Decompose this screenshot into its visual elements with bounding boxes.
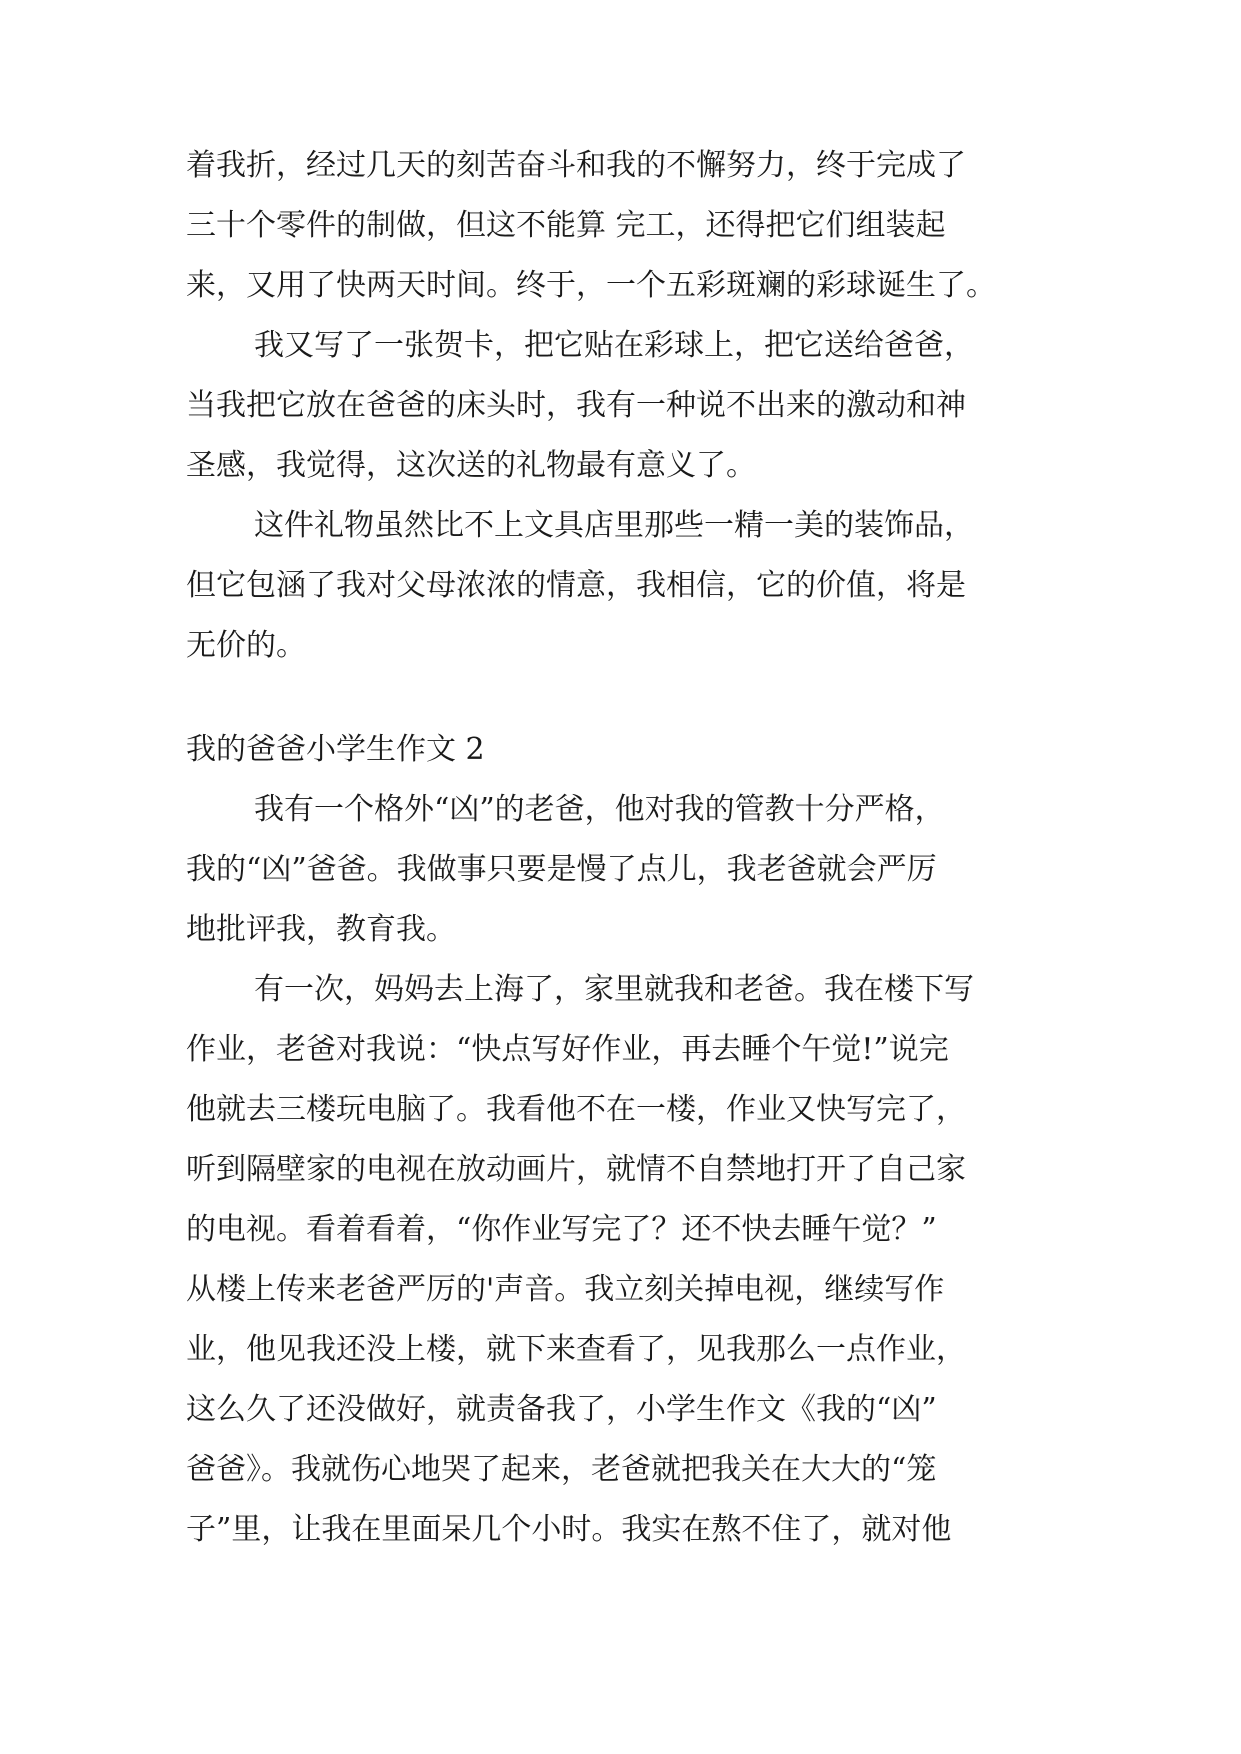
text-line (0, 1028, 1241, 1072)
text-line (0, 1148, 1241, 1192)
text-line-content: 我有一个格外“凶”的老爸，他对我的管教十分严格， (254, 792, 945, 827)
text-line (0, 1328, 1241, 1372)
text-line (0, 564, 1241, 608)
text-line-content: 的电视。看着看着，“你作业写完了？还不快去睡午觉？” (186, 1212, 937, 1247)
text-line (0, 144, 1241, 188)
text-line (0, 624, 1241, 668)
text-line (0, 968, 1241, 1012)
text-line (0, 204, 1241, 248)
section-title-line (0, 728, 1241, 772)
text-line (0, 1268, 1241, 1312)
text-line-content: 这么久了还没做好，就责备我了，小学生作文《我的“凶” (186, 1392, 937, 1427)
text-line (0, 848, 1241, 892)
text-line-content: 来，又用了快两天时间。终于，一个五彩斑斓的彩球诞生了。 (186, 268, 996, 303)
text-line-content: 地批评我，教育我。 (186, 912, 456, 947)
text-line-content: 着我折，经过几天的刻苦奋斗和我的不懈努力，终于完成了 (186, 148, 966, 183)
text-line-content: 我又写了一张贺卡，把它贴在彩球上，把它送给爸爸， (254, 328, 974, 363)
text-line-content: 我的“凶”爸爸。我做事只要是慢了点儿，我老爸就会严厉 (186, 852, 937, 887)
text-line-content: 这件礼物虽然比不上文具店里那些一精一美的装饰品， (254, 508, 974, 543)
text-line (0, 1388, 1241, 1432)
text-line (0, 1208, 1241, 1252)
text-line (0, 1448, 1241, 1492)
text-line-content: 有一次，妈妈去上海了，家里就我和老爸。我在楼下写 (254, 972, 974, 1007)
text-line (0, 788, 1241, 832)
text-line-content: 业，他见我还没上楼，就下来查看了，见我那么一点作业， (186, 1332, 966, 1367)
text-line-content: 圣感，我觉得，这次送的礼物最有意义了。 (186, 448, 756, 483)
text-line-content: 但它包涵了我对父母浓浓的情意，我相信，它的价值，将是 (186, 568, 966, 603)
text-line (0, 324, 1241, 368)
text-line-content: 他就去三楼玩电脑了。我看他不在一楼，作业又快写完了， (186, 1092, 966, 1127)
text-line-content: 三十个零件的制做，但这不能算 完工，还得把它们组装起 (186, 208, 946, 243)
text-line-content: 子”里，让我在里面呆几个小时。我实在熬不住了，就对他 (186, 1512, 952, 1547)
text-line-content: 作业，老爸对我说：“快点写好作业，再去睡个午觉!”说完 (186, 1032, 949, 1067)
text-line (0, 908, 1241, 952)
section-title: 我的爸爸小学生作文 2 (186, 732, 485, 767)
text-line-content: 当我把它放在爸爸的床头时，我有一种说不出来的激动和神 (186, 388, 966, 423)
text-line (0, 1088, 1241, 1132)
text-line (0, 384, 1241, 428)
text-line-content: 听到隔壁家的电视在放动画片，就情不自禁地打开了自己家 (186, 1152, 966, 1187)
text-line-content: 从楼上传来老爸严厉的'声音。我立刻关掉电视，继续写作 (186, 1272, 945, 1307)
text-line (0, 1508, 1241, 1552)
text-line (0, 504, 1241, 548)
text-line (0, 444, 1241, 488)
text-line-content: 无价的。 (186, 628, 306, 663)
text-line-content: 爸爸》。我就伤心地哭了起来，老爸就把我关在大大的“笼 (186, 1452, 937, 1487)
text-line (0, 264, 1241, 308)
